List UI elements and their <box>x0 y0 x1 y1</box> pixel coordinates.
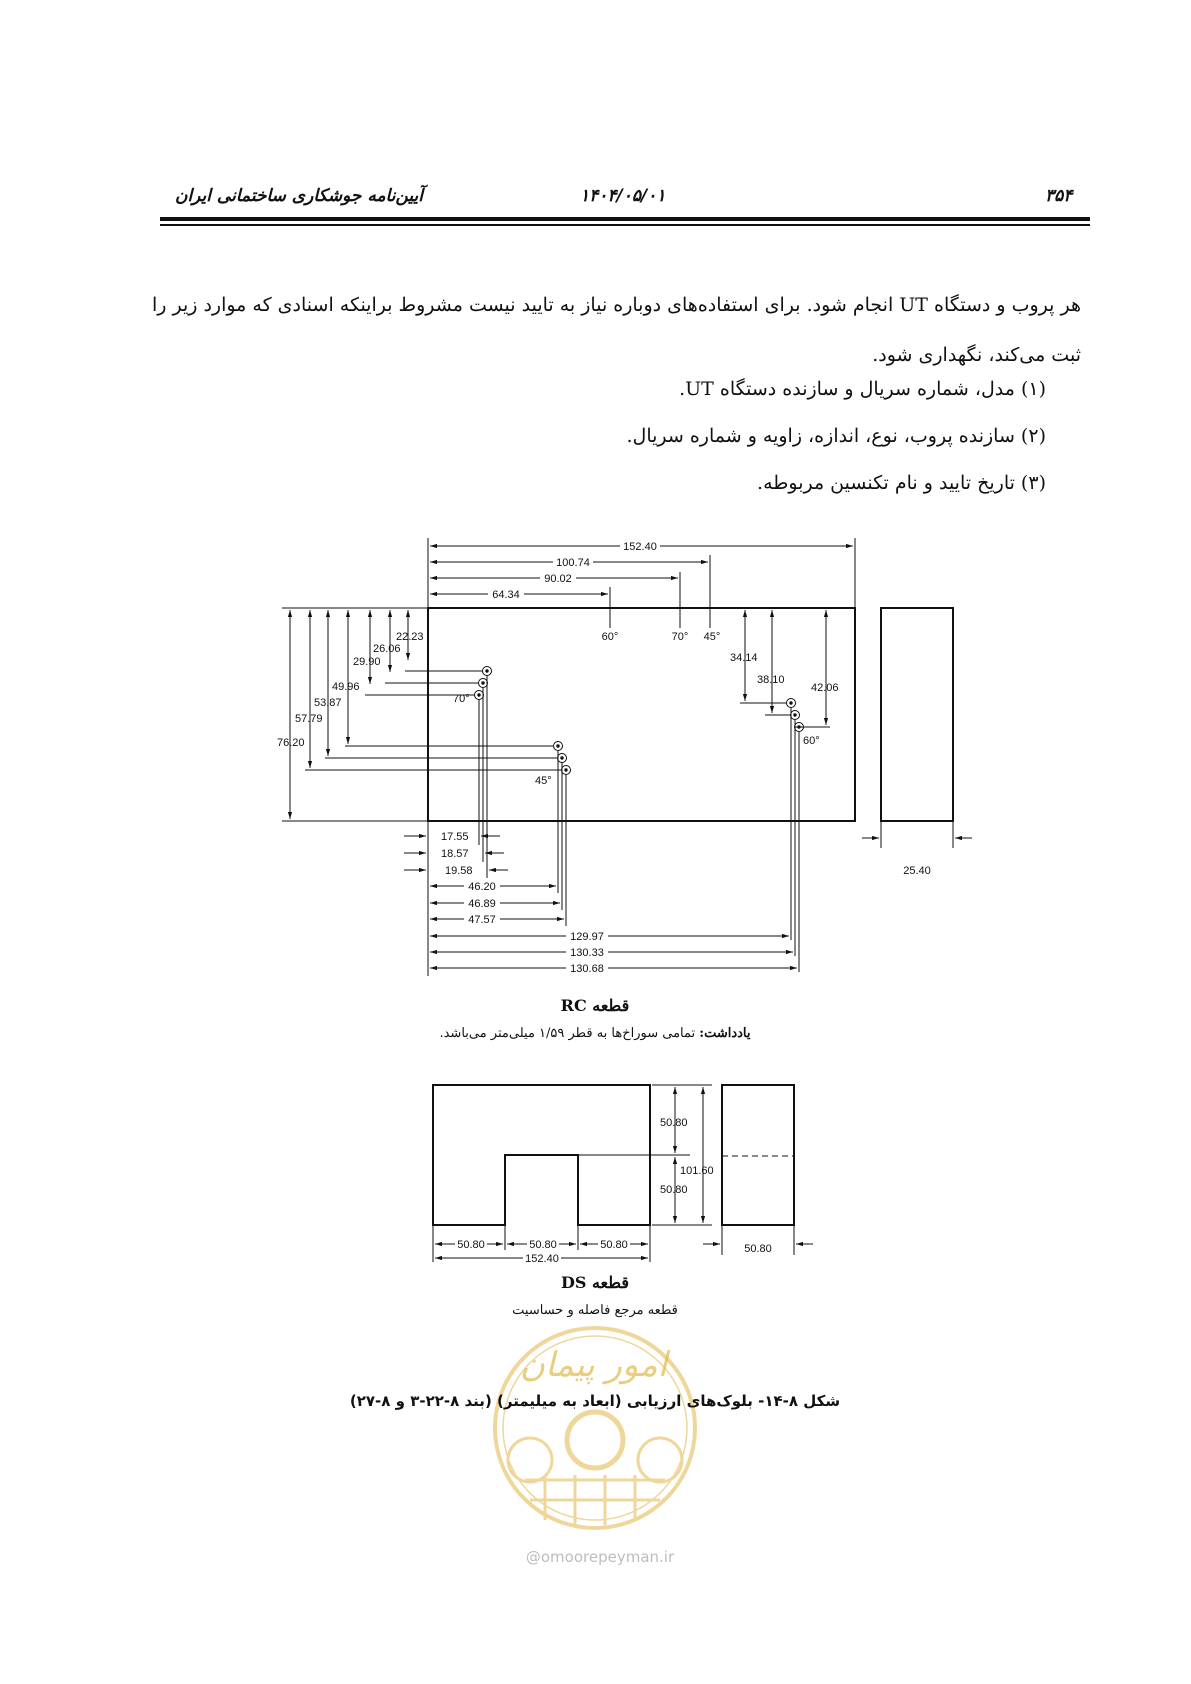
dim-label: 42.06 <box>811 682 839 694</box>
angle-label: 60° <box>803 735 820 747</box>
list-item: (۱) مدل، شماره سریال و سازنده دستگاه UT. <box>679 378 1046 400</box>
angle-label: 45° <box>535 775 552 787</box>
dim-label: 50.80 <box>660 1117 688 1129</box>
note-label: یادداشت: <box>699 1026 751 1041</box>
dim-label: 29.90 <box>353 656 381 668</box>
angle-label: 70° <box>671 631 689 643</box>
dim-label: 46.89 <box>468 898 496 910</box>
dim-label: 22.23 <box>396 631 424 643</box>
watermark-url: @omoorepeyman.ir <box>525 1548 675 1566</box>
rc-side-block <box>881 608 953 821</box>
dim-label: 50.80 <box>744 1243 772 1255</box>
dim-label: 50.80 <box>600 1239 628 1251</box>
dim-label: 101.60 <box>680 1165 714 1177</box>
paragraph-line: ثبت می‌کند، نگهداری شود. <box>872 344 1081 366</box>
dim-label: 152.40 <box>623 541 657 553</box>
dim-label: 49.96 <box>332 681 360 693</box>
dim-label: 130.68 <box>570 963 604 975</box>
dim-label: 47.57 <box>468 914 496 926</box>
dim-label: 50.80 <box>660 1184 688 1196</box>
dim-label: 57.79 <box>295 713 323 725</box>
dim-label: 38.10 <box>757 674 785 686</box>
dim-label: 50.80 <box>457 1239 485 1251</box>
header-date: ۱۴۰۴/۰۵/۰۱ <box>580 186 666 206</box>
figure-ds-subcaption: قطعه مرجع فاصله و حساسیت <box>512 1303 678 1318</box>
dim-label: 50.80 <box>529 1239 557 1251</box>
dim-label: 100.74 <box>556 557 590 569</box>
dim-label: 90.02 <box>544 573 572 585</box>
dim-label: 17.55 <box>441 831 469 843</box>
angle-label: 60° <box>601 631 619 643</box>
angle-label: 70° <box>453 693 470 705</box>
dim-label: 34.14 <box>730 652 758 664</box>
list-item: (۳) تاریخ تایید و نام تکنسین مربوطه. <box>757 472 1046 494</box>
dim-label: 129.97 <box>570 931 604 943</box>
dim-label: 64.34 <box>492 589 520 601</box>
dim-label: 26.06 <box>373 643 401 655</box>
dim-label: 53.87 <box>314 697 342 709</box>
watermark-logo-text: امور پیمان <box>520 1345 668 1385</box>
figure-rc-note <box>380 1026 810 1041</box>
ds-side-block <box>722 1085 794 1225</box>
list-item: (۲) سازنده پروب، نوع، اندازه، زاویه و شماره سریال. <box>626 425 1046 447</box>
dim-label: 46.20 <box>468 881 496 893</box>
dim-label: 152.40 <box>525 1253 559 1265</box>
figure-rc-caption: قطعه RC <box>560 996 630 1015</box>
dim-label: 25.40 <box>903 865 931 877</box>
dim-label: 19.58 <box>445 865 473 877</box>
figure-ds-caption: قطعه DS <box>560 1273 630 1292</box>
dim-label: 18.57 <box>441 848 469 860</box>
paragraph-line: هر پروب و دستگاه UT انجام شود. برای استفاده‌های دوباره نیاز به تایید نیست مشروط براینکه اسنادی که موارد زیر را <box>151 294 1081 316</box>
dim-label: 76.20 <box>277 737 305 749</box>
note-text: تمامی سوراخ‌ها به قطر ۱/۵۹ میلی‌متر می‌باشد. <box>439 1026 700 1041</box>
page-number: ۳۵۴ <box>1045 186 1073 206</box>
angle-label: 45° <box>703 631 721 643</box>
dim-label: 130.33 <box>570 947 604 959</box>
figure-caption: شکل ۸-۱۴- بلوک‌های ارزیابی (ابعاد به میلیمتر) (بند ۸-۲۲-۳ و ۸-۲۷) <box>349 1392 841 1410</box>
header-title: آیین‌نامه جوشکاری ساختمانی ایران <box>174 186 423 206</box>
